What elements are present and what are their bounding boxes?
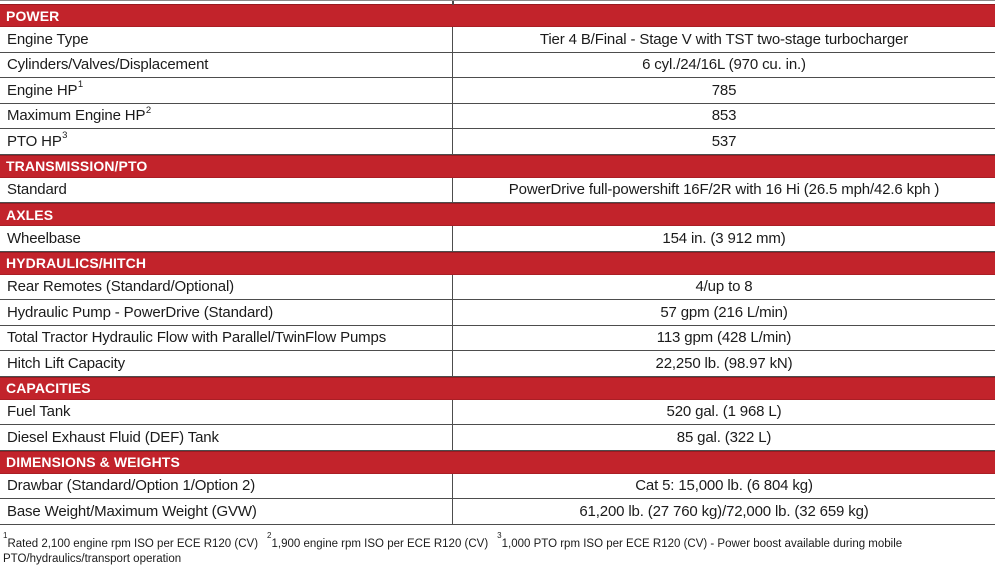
- spec-value-cell: 113 gpm (428 L/min): [452, 326, 995, 351]
- spec-label-cell: [0, 300, 452, 325]
- section-header-dimensions-weights: [0, 451, 995, 474]
- section-header-transmission-pto: [0, 155, 995, 178]
- spec-label: Rear Remotes (Standard/Optional): [7, 278, 234, 296]
- spec-label: Base Weight/Maximum Weight (GVW): [7, 502, 257, 520]
- spec-label: Engine HP: [7, 81, 78, 99]
- footnotes: [0, 530, 995, 567]
- section-header-power: [0, 4, 995, 27]
- spec-section-transmission-pto: [0, 155, 995, 204]
- spec-row: [0, 178, 995, 204]
- spec-value-cell: 61,200 lb. (27 760 kg)/72,000 lb. (32 659 kg): [452, 499, 995, 524]
- spec-value-cell: 6 cyl./24/16L (970 cu. in.): [452, 53, 995, 78]
- spec-label-cell: Maximum Engine HP $^2$: [7, 104, 151, 125]
- column-divider-tick: [452, 1, 454, 5]
- section-header-hydraulics-hitch: [0, 252, 995, 275]
- spec-section-hydraulics-hitch: [0, 252, 995, 377]
- spec-value-cell: 520 gal. (1 968 L): [452, 400, 995, 425]
- spec-label: Standard: [7, 181, 67, 199]
- footnote-marker: 2: [267, 530, 272, 540]
- spec-label: Hitch Lift Capacity: [7, 354, 126, 372]
- spec-row: [0, 275, 995, 301]
- spec-value-cell: 154 in. (3 912 mm): [452, 226, 995, 251]
- spec-label: PTO HP: [7, 132, 62, 150]
- spec-row: [0, 351, 995, 377]
- spec-label: Wheelbase: [7, 229, 81, 247]
- spec-value-cell: 785: [452, 78, 995, 103]
- spec-row: [0, 53, 995, 79]
- spec-value-cell: 853: [452, 104, 995, 129]
- spec-value-cell: Tier 4 B/Final - Stage V with TST two-stage turbocharger: [452, 27, 995, 52]
- spec-label: Fuel Tank: [7, 403, 71, 421]
- spec-row: [0, 78, 995, 104]
- spec-label-cell: Engine HP $^1$: [7, 79, 84, 99]
- section-title: POWER: [6, 7, 60, 24]
- spec-label-cell: [0, 474, 452, 499]
- spec-label-cell: [0, 400, 452, 425]
- section-title: TRANSMISSION/PTO: [6, 158, 148, 174]
- spec-value-cell: 22,250 lb. (98.97 kN): [452, 351, 995, 376]
- spec-label: Diesel Exhaust Fluid (DEF) Tank: [7, 428, 219, 446]
- section-title: HYDRAULICS/HITCH: [6, 255, 147, 271]
- spec-value-cell: 85 gal. (322 L): [452, 425, 995, 450]
- spec-label: Total Tractor Hydraulic Flow with Parallel/TwinFlow Pumps: [7, 329, 387, 347]
- table-top-edge: [0, 0, 995, 4]
- footnote-marker: 3: [497, 530, 502, 540]
- spec-label-cell: [0, 351, 452, 376]
- spec-row: [0, 474, 995, 500]
- spec-row: [0, 129, 995, 155]
- spec-label-cell: [0, 275, 452, 300]
- spec-row: [0, 326, 995, 352]
- spec-value-cell: 4/up to 8: [452, 275, 995, 300]
- footnote-3: [497, 530, 903, 550]
- spec-label-cell: [0, 53, 452, 78]
- spec-label: Maximum Engine HP: [7, 107, 146, 125]
- spec-value-cell: 537: [452, 129, 995, 154]
- spec-label-cell: [0, 27, 452, 52]
- spec-section-power: [0, 4, 995, 155]
- spec-row: [0, 300, 995, 326]
- section-header-capacities: [0, 377, 995, 400]
- spec-label: Cylinders/Valves/Displacement: [7, 56, 209, 74]
- footnote-1: [3, 530, 259, 550]
- spec-section-dimensions-weights: [0, 451, 995, 525]
- spec-section-capacities: [0, 377, 995, 451]
- spec-row: [0, 499, 995, 525]
- spec-label: Hydraulic Pump - PowerDrive (Standard): [7, 303, 274, 321]
- spec-row: [0, 226, 995, 252]
- spec-label-cell: [0, 326, 452, 351]
- spec-label: Drawbar (Standard/Option 1/Option 2): [7, 477, 256, 495]
- spec-label-cell: PTO HP $^3$: [7, 130, 68, 150]
- section-header-axles: [0, 203, 995, 226]
- footnote-2: [267, 530, 489, 550]
- spec-value-cell: PowerDrive full-powershift 16F/2R with 16 Hi (26.5 mph/42.6 kph ): [452, 178, 995, 203]
- footnote-text: 1,900 engine rpm ISO per ECE R120 (CV): [271, 537, 489, 550]
- spec-row: [0, 27, 995, 53]
- spec-row: [0, 425, 995, 451]
- footnote-marker: 1: [3, 530, 8, 540]
- spec-label-cell: [0, 178, 452, 203]
- spec-section-axles: [0, 203, 995, 252]
- spec-label: Engine Type: [7, 30, 89, 48]
- section-title: AXLES: [6, 206, 54, 223]
- footnote-line2: PTO/hydraulics/transport operation: [3, 552, 182, 565]
- spec-label-cell: [0, 226, 452, 251]
- section-title: CAPACITIES: [6, 380, 91, 396]
- spec-value-cell: 57 gpm (216 L/min): [452, 300, 995, 325]
- footnote-text: Rated 2,100 engine rpm ISO per ECE R120 (CV): [7, 537, 259, 550]
- footnote-text: 1,000 PTO rpm ISO per ECE R120 (CV) - Power boost available during mobile: [501, 537, 903, 550]
- spec-row: [0, 104, 995, 130]
- spec-label-cell: [0, 499, 452, 524]
- section-title: DIMENSIONS & WEIGHTS: [6, 454, 180, 470]
- spec-value-cell: Cat 5: 15,000 lb. (6 804 kg): [452, 474, 995, 499]
- spec-row: [0, 400, 995, 426]
- spec-label-cell: [0, 425, 452, 450]
